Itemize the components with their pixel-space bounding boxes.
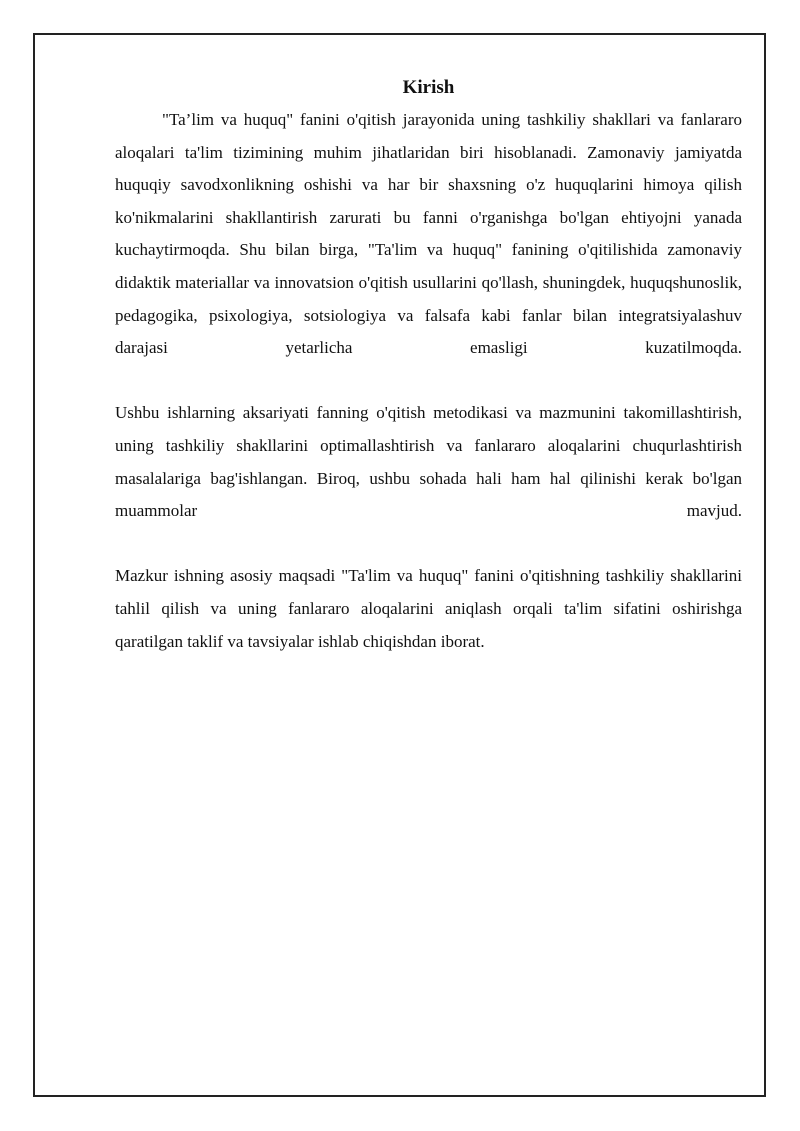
- paragraph-gap: [115, 528, 742, 561]
- section-title: Kirish: [402, 77, 455, 98]
- paragraph-2: Ushbu ishlarning aksariyati fanning o'qitish metodikasi va mazmunini takomillashtirish, uning tashkiliy shakllarini optimallashtirish va fanlararo aloqalarini chuqurlashtirish masalalariga bag'ishlangan. Biroq, ushbu sohada hali ham hal qilinishi kerak bo'lgan muammolar mavjud.: [115, 403, 742, 521]
- paragraph-gap: [115, 365, 742, 398]
- paragraph-3: Mazkur ishning asosiy maqsadi "Ta'lim va huquq" fanini o'qitishning tashkiliy shakllarini tahlil qilish va uning fanlararo aloqalarini aniqlash orqali ta'lim sifatini oshirishga qaratilgan taklif va tavsiyalar ishlab chiqishdan iborat.: [115, 566, 742, 651]
- document-body: [115, 76, 742, 658]
- paragraph-1: "Ta’lim va huquq" fanini o'qitish jarayonida uning tashkiliy shakllari va fanlararo aloqalari ta'lim tizimining muhim jihatlaridan biri hisoblanadi. Zamonaviy jamiyatda huquqiy savodxonlikning oshishi va har bir shaxsning o'z huquqlarini himoya qilish ko'nikmalarini shakllantirish zarurati bu fanni o'rganishga bo'lgan ehtiyojni yanada kuchaytirmoqda. Shu bilan birga, "Ta'lim va huquq" fanining o'qitilishida zamonaviy didaktik materiallar va innovatsion o'qitish usullarini qo'llash, shuningdek, huquqshunoslik, pedagogika, psixologiya, sotsiologiya va falsafa kabi fanlar bilan integratsiyalashuv darajasi yetarlicha emasligi kuzatilmoqda.: [115, 110, 742, 358]
